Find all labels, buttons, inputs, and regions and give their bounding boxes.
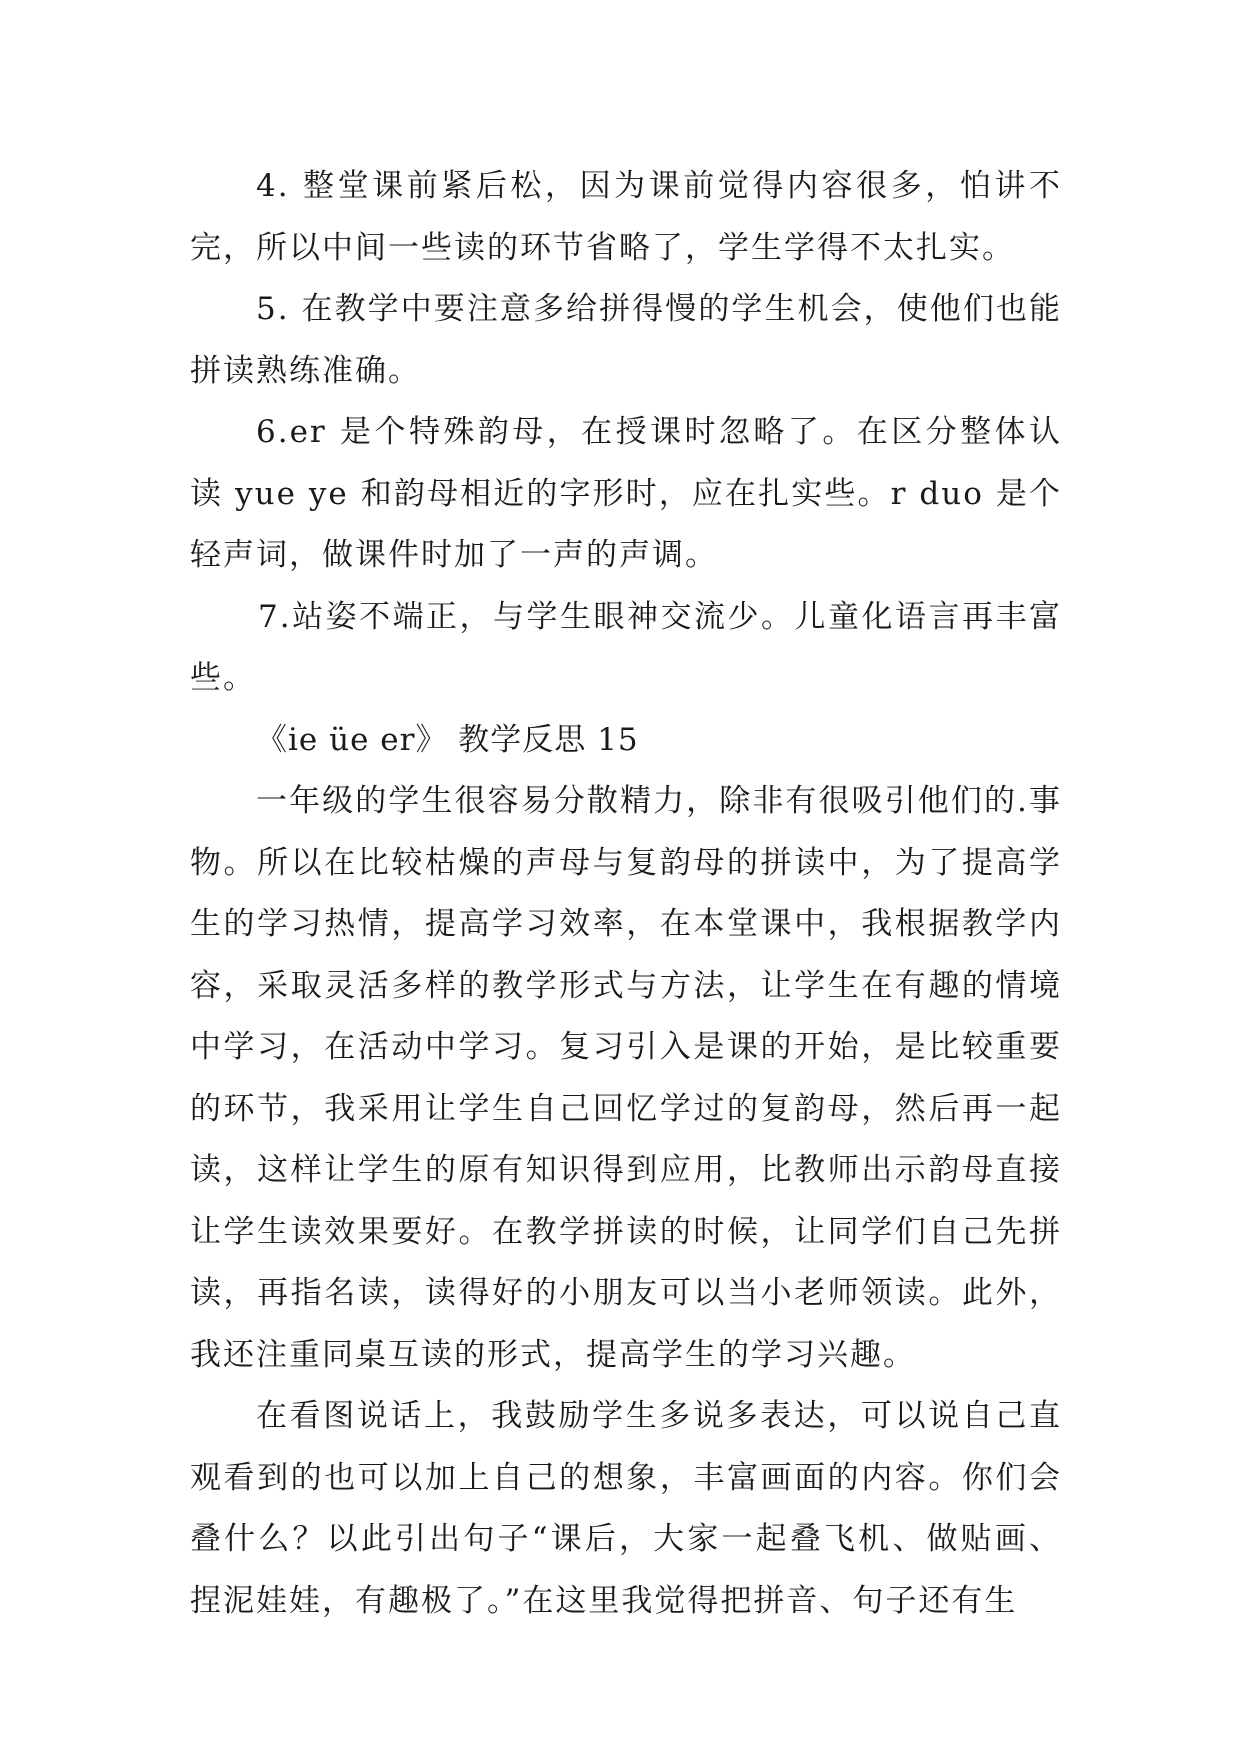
document-page xyxy=(190,156,1062,1632)
body-paragraph: 一年级的学生很容易分散精力，除非有很吸引他们的.事物。所以在比较枯燥的声母与复韵母的拼读中，为了提高学生的学习热情，提高学习效率，在本堂课中，我根据教学内容，采取灵活多样的教学形式与方法，让学生在有趣的情境中学习，在活动中学习。复习引入是课的开始，是比较重要的环节，我采用让学生自己回忆学过的复韵母，然后再一起读，这样让学生的原有知识得到应用，比教师出示韵母直接让学生读效果要好。在教学拼读的时候，让同学们自己先拼读，再指名读，读得好的小朋友可以当小老师领读。此外，我还注重同桌互读的形式，提高学生的学习兴趣。 xyxy=(190,783,1062,1373)
paragraph-item-7: 7.站姿不端正，与学生眼神交流少。儿童化语言再丰富些。 xyxy=(190,598,1062,696)
paragraph-item-5: 5. 在教学中要注意多给拼得慢的学生机会，使他们也能拼读熟练准确。 xyxy=(190,291,1062,389)
body-paragraph: 在看图说话上，我鼓励学生多说多表达，可以说自己直观看到的也可以加上自己的想象，丰富画面的内容。你们会叠什么？以此引出句子“课后，大家一起叠飞机、做贴画、捏泥娃娃，有趣极了。”在这里我觉得把拼音、句子还有生 xyxy=(190,1398,1062,1619)
paragraph-item-6: 6.er 是个特殊韵母，在授课时忽略了。在区分整体认读 yue ye 和韵母相近的字形时，应在扎实些。r duo 是个轻声词，做课件时加了一声的声调。 xyxy=(190,414,1062,573)
section-title: 《ie üe er》 教学反思 15 xyxy=(256,721,639,758)
paragraph-item-4: 4. 整堂课前紧后松，因为课前觉得内容很多，怕讲不完，所以中间一些读的环节省略了，学生学得不太扎实。 xyxy=(190,168,1062,266)
